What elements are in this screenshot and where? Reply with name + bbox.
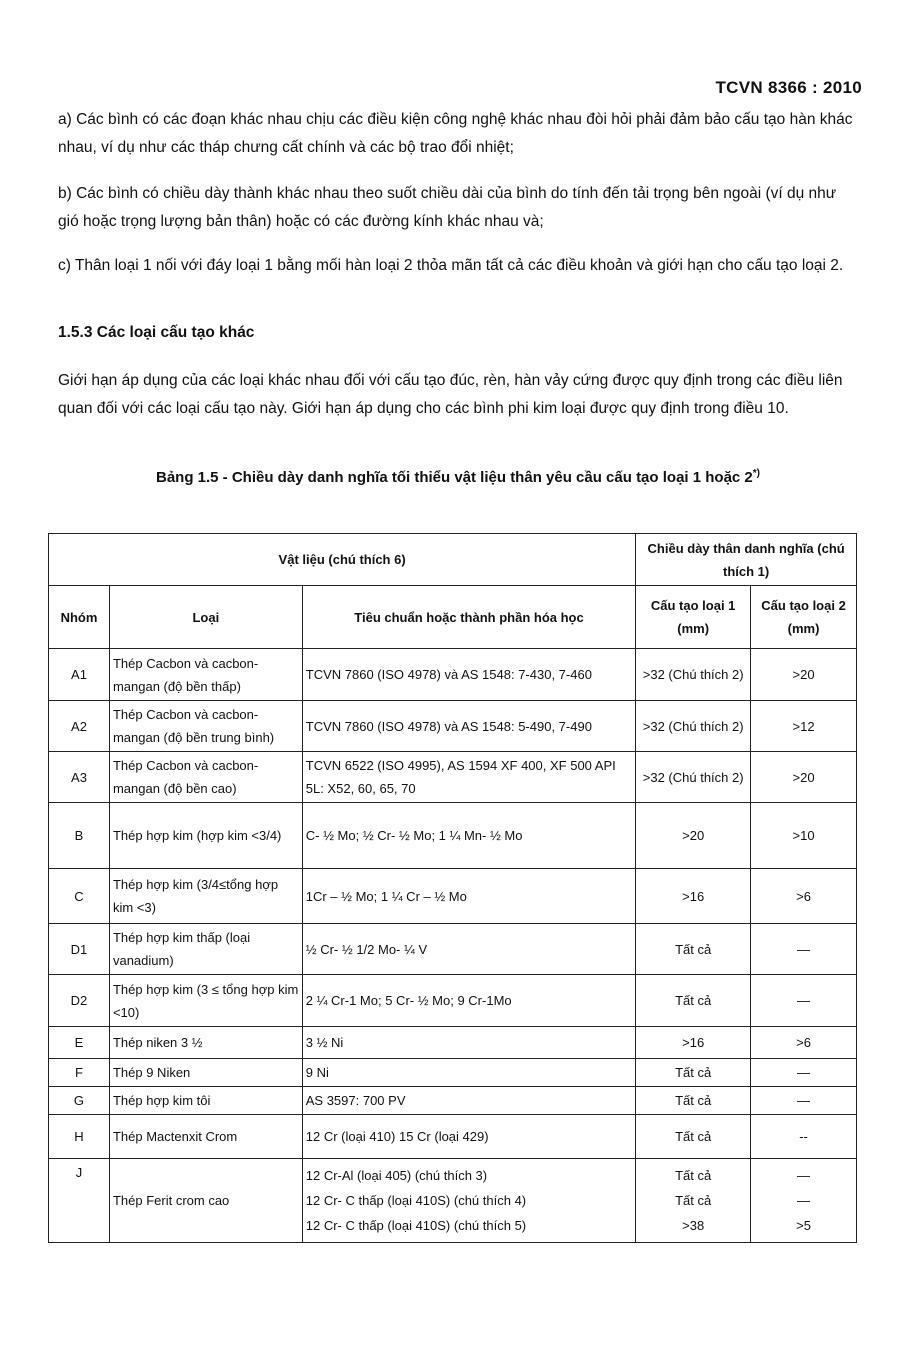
cell-class2: — [751,1087,857,1115]
table-row [49,1087,857,1115]
cell-type: Thép 9 Niken [109,1059,302,1087]
cell-class1: Tất cả [636,1059,751,1087]
cell-type: Thép Cacbon và cacbon-mangan (độ bền cao) [109,752,302,803]
cell-class2 [751,1159,857,1243]
table-row [49,1159,857,1243]
cell-class1: >32 (Chú thích 2) [636,752,751,803]
cell-type: Thép niken 3 ½ [109,1027,302,1059]
class1-line: >38 [682,1218,705,1233]
section-body: Giới hạn áp dụng của các loại khác nhau đối với cấu tạo đúc, rèn, hàn vảy cứng được quy định trong các điều liên quan đối với các loại cấu tạo này. Giới hạn áp dụng cho các bình phi kim loại được quy định trong điều 10. [58,372,843,417]
cell-type: Thép Ferit crom cao [109,1159,302,1243]
cell-class1: Tất cả [636,1087,751,1115]
cell-class1: >16 [636,1027,751,1059]
cell-group: A3 [49,752,110,803]
cell-class1: >20 [636,803,751,869]
cell-class2: — [751,975,857,1027]
table-row [49,1115,857,1159]
cell-standard: AS 3597: 700 PV [302,1087,635,1115]
paragraph-a: a) Các bình có các đoạn khác nhau chịu các điều kiện công nghệ khác nhau đòi hỏi phải đảm bảo cấu tạo hàn khác nhau, ví dụ như các tháp chưng cất chính và các bộ trao đổi nhiệt; [58,111,853,156]
cell-standard: TCVN 7860 (ISO 4978) và AS 1548: 7-430, 7-460 [302,649,635,701]
table-row [49,869,857,924]
cell-group: F [49,1059,110,1087]
header-type: Loại [109,586,302,649]
cell-standard: 1Cr – ½ Mo; 1 ¼ Cr – ½ Mo [302,869,635,924]
cell-class2: — [751,924,857,975]
cell-type: Thép hợp kim (hợp kim <3/4) [109,803,302,869]
cell-standard: ½ Cr- ½ 1/2 Mo- ¼ V [302,924,635,975]
cell-standard [302,1159,635,1243]
class2-line: — [797,1193,811,1208]
document-code: TCVN 8366 : 2010 [715,78,862,97]
cell-group: C [49,869,110,924]
table-row [49,701,857,752]
cell-type: Thép Cacbon và cacbon-mangan (độ bền thấp) [109,649,302,701]
class2-line: — [797,1168,811,1183]
cell-class1: Tất cả [636,924,751,975]
standard-line: 12 Cr- C thấp (loại 410S) (chú thích 5) [305,1218,527,1233]
cell-standard: TCVN 7860 (ISO 4978) và AS 1548: 5-490, 7-490 [302,701,635,752]
cell-group: B [49,803,110,869]
section-title: 1.5.3 Các loại cấu tạo khác [58,324,255,341]
cell-class2: >6 [751,869,857,924]
thickness-table [48,533,857,1243]
cell-class2: >20 [751,752,857,803]
cell-type: Thép hợp kim (3 ≤ tổng hợp kim <10) [109,975,302,1027]
standard-line: 12 Cr- C thấp (loại 410S) (chú thích 4) [305,1193,527,1208]
cell-class2: >20 [751,649,857,701]
cell-group: A2 [49,701,110,752]
standard-line: 12 Cr-Al (loại 405) (chú thích 3) [305,1168,488,1183]
cell-class1: >16 [636,869,751,924]
cell-class2: >12 [751,701,857,752]
cell-group: H [49,1115,110,1159]
cell-type: Thép hợp kim (3/4≤tổng hợp kim <3) [109,869,302,924]
cell-class2: >6 [751,1027,857,1059]
cell-standard: 9 Ni [302,1059,635,1087]
table-caption-note: *) [752,468,761,479]
table-caption [58,468,858,486]
table-row [49,649,857,701]
cell-class1 [636,1159,751,1243]
cell-type: Thép hợp kim thấp (loại vanadium) [109,924,302,975]
cell-group: E [49,1027,110,1059]
header-thickness: Chiều dày thân danh nghĩa (chú thích 1) [636,534,857,586]
header-standard: Tiêu chuẩn hoặc thành phần hóa học [302,586,635,649]
table-caption-text: Bảng 1.5 - Chiều dày danh nghĩa tối thiểu vật liệu thân yêu cầu cấu tạo loại 1 hoặc 2 [155,469,753,486]
header-class1: Cấu tạo loại 1 (mm) [636,586,751,649]
cell-standard: 2 ¼ Cr-1 Mo; 5 Cr- ½ Mo; 9 Cr-1Mo [302,975,635,1027]
header-class2: Cấu tạo loại 2 (mm) [751,586,857,649]
cell-group: D1 [49,924,110,975]
class1-line: Tất cả [675,1193,712,1208]
paragraph-b: b) Các bình có chiều dày thành khác nhau theo suốt chiều dài của bình do tính đến tải trọng bên ngoài (ví dụ như gió hoặc trọng lượng bản thân) hoặc có các đường kính khác nhau và; [58,185,837,230]
cell-class2: >10 [751,803,857,869]
cell-group: J [49,1159,110,1243]
cell-type: Thép hợp kim tôi [109,1087,302,1115]
cell-class2: — [751,1059,857,1087]
cell-type: Thép Cacbon và cacbon-mangan (độ bền trung bình) [109,701,302,752]
table-row [49,924,857,975]
cell-class1: Tất cả [636,1115,751,1159]
table-row [49,752,857,803]
paragraph-c: c) Thân loại 1 nối với đáy loại 1 bằng mối hàn loại 2 thỏa mãn tất cả các điều khoản và giới hạn cho cấu tạo loại 2. [58,257,844,274]
table-row [49,1027,857,1059]
cell-standard: 3 ½ Ni [302,1027,635,1059]
cell-class1: Tất cả [636,975,751,1027]
cell-type: Thép Mactenxit Crom [109,1115,302,1159]
class2-line: >5 [796,1218,811,1233]
table-row [49,975,857,1027]
table-row [49,1059,857,1087]
class1-line: Tất cả [675,1168,712,1183]
cell-standard: C- ½ Mo; ½ Cr- ½ Mo; 1 ¼ Mn- ½ Mo [302,803,635,869]
cell-group: G [49,1087,110,1115]
cell-group: D2 [49,975,110,1027]
table-row [49,803,857,869]
header-group: Nhóm [49,586,110,649]
cell-standard: 12 Cr (loại 410) 15 Cr (loại 429) [302,1115,635,1159]
header-material: Vật liệu (chú thích 6) [49,534,636,586]
cell-class1: >32 (Chú thích 2) [636,701,751,752]
cell-class1: >32 (Chú thích 2) [636,649,751,701]
cell-standard: TCVN 6522 (ISO 4995), AS 1594 XF 400, XF 500 API 5L: X52, 60, 65, 70 [302,752,635,803]
cell-class2: -- [751,1115,857,1159]
cell-group: A1 [49,649,110,701]
